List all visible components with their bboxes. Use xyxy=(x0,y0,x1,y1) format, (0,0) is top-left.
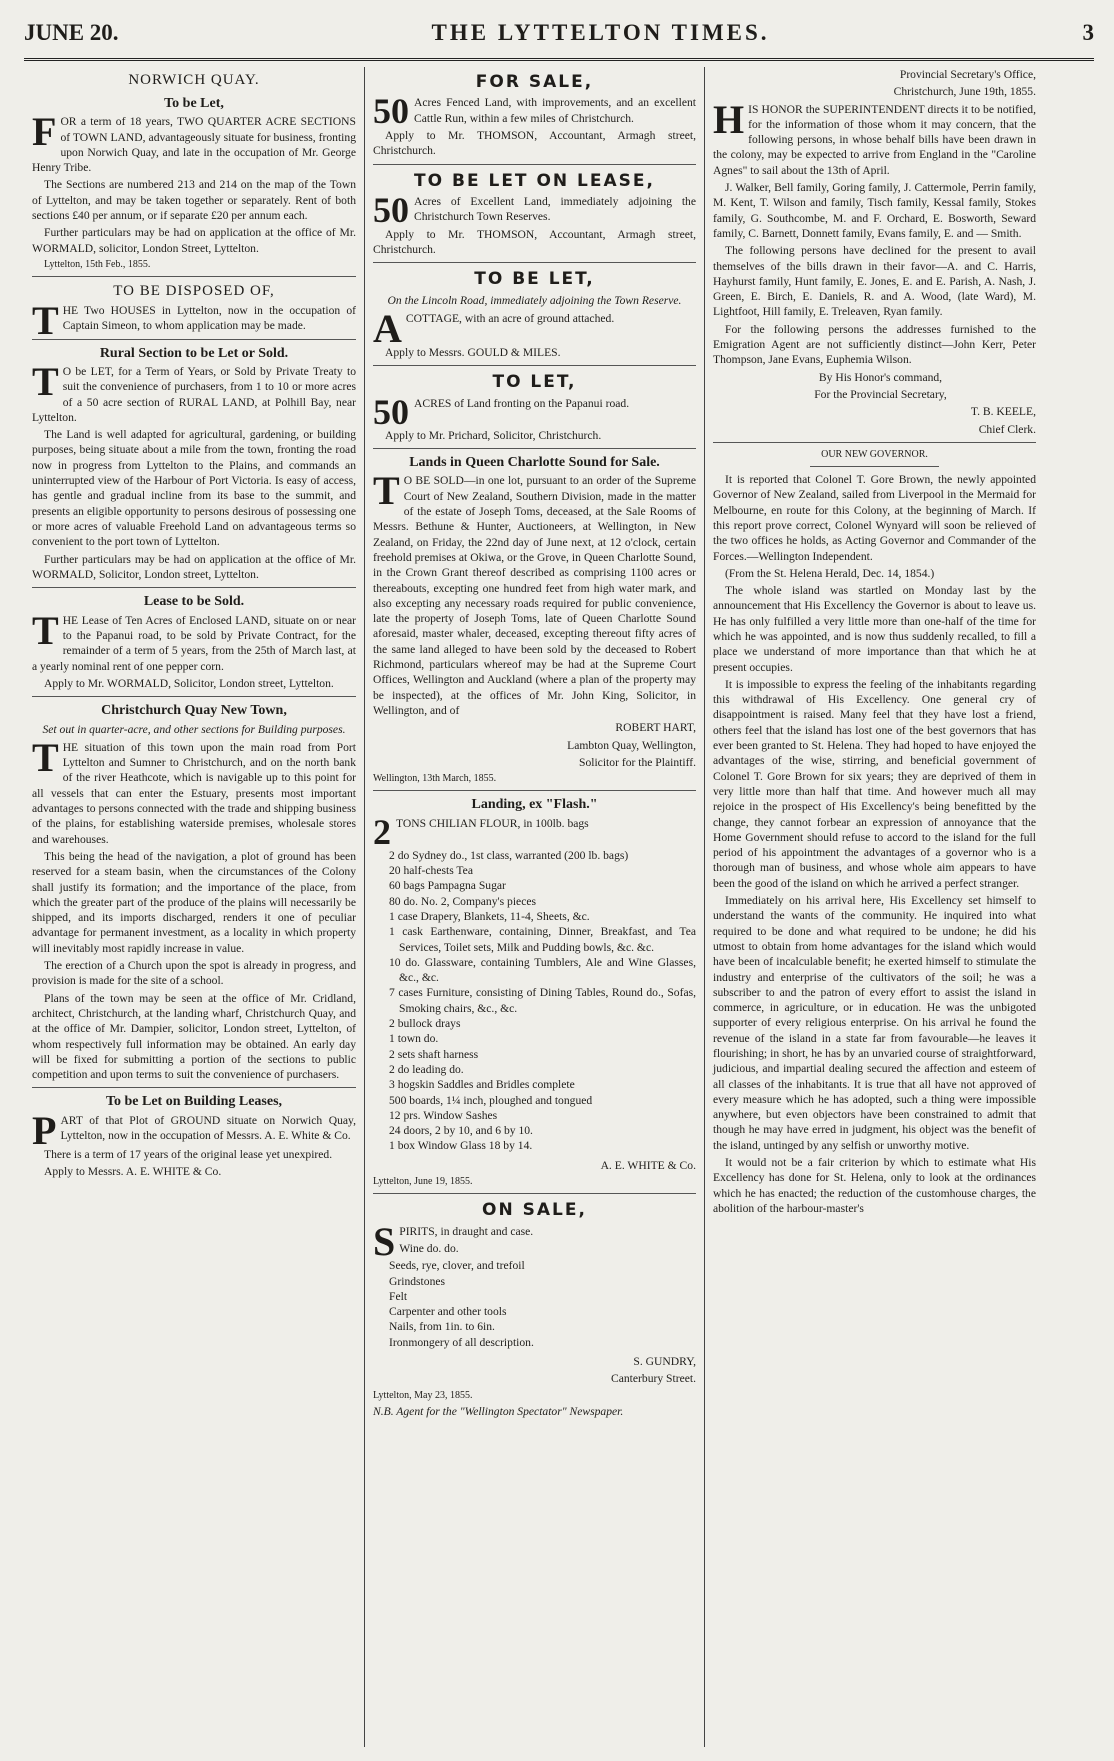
ad-heading: Christchurch Quay New Town, xyxy=(101,703,287,719)
large-number: 50 xyxy=(373,91,409,132)
article-body: The whole island was startled on Monday last by the announcement that His Excellency the Governor is about to leave us. He has only fulfilled a very little more than one-half of the time for which he was appointed, and is now thus suddenly recalled, to fill a place we understand of more importance than that which he at present occupies. xyxy=(713,584,1036,674)
drop-cap: S xyxy=(373,1218,396,1264)
article-body: It is reported that Colonel T. Gore Brown, the newly appointed Governor of New Zealand, sailed from Liverpool in the Mermaid for Melbourne, en route for this Colony, at the beginning of March. If this report prove correct, Colonel Wynyard will soon be relieved of the two offices he holds, as Acting Governor and Commander of the Forces.—Wellington Independent. xyxy=(713,473,1036,563)
signature: Solicitor for the Plaintiff. xyxy=(579,755,696,769)
signature: A. E. WHITE & Co. xyxy=(600,1158,696,1172)
column-rule xyxy=(32,696,356,697)
notice-body: J. Walker, Bell family, Goring family, J. Cattermole, Perrin family, M. Kent, T. Wilson and family, Tisch family, Kessal family, Stokes family, G. Southcombe, M. and F. Orchard, E. Bosworth, Seward family, C. Barnett, Donnett family, Evans family, E. and — Smith. xyxy=(713,181,1036,240)
ad-body: FOR a term of 18 years, TWO QUARTER ACRE SECTIONS of TOWN LAND, advantageously situate for business, fronting upon Norwich Quay, and late in the occupation of Mr. George Henry Tribe. xyxy=(32,109,356,175)
goods-list xyxy=(389,1258,696,1350)
ad-body: Wine do. do. xyxy=(399,1241,459,1255)
ad-note: N.B. Agent for the "Wellington Spectator" Newspaper. xyxy=(373,1404,624,1418)
masthead-rule xyxy=(24,58,1094,61)
ad-body: SPIRITS, in draught and case. xyxy=(373,1218,534,1264)
ad-date: Lyttelton, June 19, 1855. xyxy=(373,1176,473,1188)
ad-body: 50 ACRES of Land fronting on the Papanui road. xyxy=(373,391,630,432)
drop-cap: T xyxy=(32,297,59,343)
list-item: 24 doors, 2 by 10, and 6 by 10. xyxy=(389,1124,533,1138)
ad-heading: TO BE LET, xyxy=(474,269,595,290)
ad-heading: Lease to be Sold. xyxy=(143,594,245,610)
drop-cap: T xyxy=(32,358,59,404)
columns xyxy=(24,67,1094,1747)
ad-subheading: To be Let, xyxy=(164,95,224,111)
ad-body: T O be LET, for a Term of Years, or Sold by Private Treaty to suit the convenience of purchasers, from 1 to 10 or more acres of a 50 acre section of RURAL LAND, at Polhill Bay, near Lyttelton. xyxy=(32,358,356,424)
ad-heading: NORWICH QUAY. xyxy=(128,72,260,88)
ad-body: The Sections are numbered 213 and 214 on the map of the Town of Lyttelton, and may be taken together or separately. Rent of both sections £40 per annum, or if separate £20 per annum each. xyxy=(32,178,356,223)
column-rule xyxy=(373,262,696,263)
list-item: Ironmongery of all description. xyxy=(389,1335,534,1349)
column-rule xyxy=(32,276,356,277)
notice-body: HIS HONOR the SUPERINTENDENT directs it to be notified, for the information of those whom it may concern, that the following persons, in whose behalf bills have been drawn in the colony, may be expected to arrive from England in the "Caroline Agnes" to sail about the 13th of April. xyxy=(713,96,1036,177)
list-item: 2 do Sydney do., 1st class, warranted (200 lb. bags) xyxy=(389,848,629,862)
list-item: 2 do leading do. xyxy=(389,1062,464,1076)
ad-date: Wellington, 13th March, 1855. xyxy=(373,773,497,785)
drop-cap: F xyxy=(32,109,57,155)
ad-body: Apply to Mr. THOMSON, Accountant, Armagh street, Christchurch. xyxy=(373,129,696,158)
cargo-list xyxy=(389,848,696,1154)
list-item: 20 half-chests Tea xyxy=(389,864,473,878)
column-rule xyxy=(32,1087,356,1088)
notice-office: Provincial Secretary's Office, xyxy=(899,68,1036,81)
ad-subheading: On the Lincoln Road, immediately adjoining the Town Reserve. xyxy=(387,293,682,307)
ad-body: Plans of the town may be seen at the office of Mr. Cridland, architect, Christchurch, at the landing wharf, Christchurch Quay, and at the office of Mr. Dampier, solicitor, London street, Lyttelton, of whom respectively full information may be obtained. An early day will be fixed for submitting a portion of the sections to public competition and upon terms to suit the convenience of purchasers. xyxy=(32,991,356,1082)
ad-heading: TO LET, xyxy=(492,372,577,393)
list-item: 7 cases Furniture, consisting of Dining Tables, Round do., Sofas, Smoking chairs, &c., &c. xyxy=(389,986,696,1015)
ad-heading: To be Let on Building Leases, xyxy=(105,1094,283,1110)
list-item: Carpenter and other tools xyxy=(389,1305,507,1319)
list-item: 1 case Drapery, Blankets, 11-4, Sheets, &c. xyxy=(389,909,590,923)
list-item: Felt xyxy=(389,1289,408,1303)
column-rule xyxy=(373,1193,696,1194)
list-item: 2 bullock drays xyxy=(389,1017,461,1031)
article-body: It is impossible to express the feeling of the inhabitants regarding this withdrawal of His Excellency. One general cry of disappointment is raised. Many feel that they have lost a friend, others feel that the island has lost one of the best governors that has ever been granted to St. Helena. They had hoped to have enjoyed the advantages of the wise, stirring, and beneficial government of Colonel T. Gore Brown for six years; they are deprived of them in very little more than half that time. And however much all may rejoice in the prospect of His Excellency's being benefitted by the change, they cannot forbear an expression of annoyance that the Home Government should refuse to accord to the island for the full period of his appointment the advantages of a governor who is a thorough man of business, and whose whole aim appears to have been the good of the island on which he arrived a perfect stranger. xyxy=(713,677,1036,890)
ad-subheading: Set out in quarter-acre, and other sections for Building purposes. xyxy=(42,722,346,736)
masthead-date: JUNE 20. xyxy=(24,20,119,45)
ad-heading: TO BE LET ON LEASE, xyxy=(414,170,655,191)
ad-body: Apply to Messrs. GOULD & MILES. xyxy=(385,345,561,359)
article-body: It would not be a fair criterion by which to estimate what His Excellency has done for St. Helena, only to look at the ordinances which he has enacted; the reduction of the customhouse charges, the abolition of the harbour-master's xyxy=(713,1156,1036,1215)
column-rule xyxy=(32,339,356,340)
article-body: Immediately on his arrival here, His Excellency set himself to understand the wants of the community. He inquired into what required to be done and what required to be undone; he did his utmost to obtain from home advantages for the island which would have been of incalculable benefit; he exerted himself to stimulate the industry and enterprise of the cultivators of the soil; he was a subscriber to and the patron of every effort to assist the island in commerce, in agriculture, or in education. He was the unbigoted supporter of every religious enterprise. On his arrival he found the revenue of the island in a state far from favourable—he leaves it flourishing; in short, he has by an unvaried course of straightforward, judicious, and impartial dealing secured the affection and esteem of all classes of the inhabitants. It is true that all have not approved of every measure which he has adopted, such a thing were impossible anywhere, but even objectors have been constrained to admit that though he may have erred in judgment, his object was the benefit of the island, untinged by any selfish or unworthy motive. xyxy=(713,894,1036,1152)
drop-cap: T xyxy=(32,607,59,653)
ad-body: Apply to Mr. WORMALD, Solicitor, London street, Lyttelton. xyxy=(44,676,334,690)
ad-body: 2 TONS CHILIAN FLOUR, in 100lb. bags xyxy=(373,811,589,852)
column-rule xyxy=(373,164,696,165)
list-item: 1 cask Earthenware, containing, Dinner, Breakfast, and Tea Services, Toilet sets, Milk and Pudding bowls, &c. &c. xyxy=(389,925,696,954)
drop-cap: A xyxy=(373,305,402,351)
list-item: 2 sets shaft harness xyxy=(389,1047,479,1061)
column-3 xyxy=(704,67,1044,1747)
ad-body: This being the head of the navigation, a plot of ground has been reserved for a steam basin, when the circumstances of the Colony shall justify its formation; and the importance of the place, from which the greater part of the produce of the plains will necessarily be shipped, and its imports discharged, renders it one of peculiar advantage for permanent investment, as a locality in which property will inevitably most rapidly increase in value. xyxy=(32,849,356,955)
ad-body: THE Two HOUSES in Lyttelton, now in the occupation of Captain Simeon, to whom application may be made. xyxy=(32,297,356,343)
ad-body: The Land is well adapted for agricultural, gardening, or building purposes, being situate about a mile from the town, fronting the road now in progress from Lyttelton to the Plains, and commands an uninterrupted view of the Harbour of Port Victoria. Is easy of access, has gentle and gradual incline from its base to the summit, and presents an eligible opportunity to persons desirous of possessing one or more acres of valuable Freehold Land on advantageous terms so convenient to the port town of Lyttelton. xyxy=(32,428,356,549)
ad-heading: TO BE DISPOSED OF, xyxy=(113,283,275,300)
drop-cap: T xyxy=(32,734,59,780)
signature: By His Honor's command, xyxy=(818,370,943,384)
ad-heading: ON SALE, xyxy=(482,1200,587,1221)
drop-cap: H xyxy=(713,96,745,142)
ad-body: Further particulars may be had on application at the office of Mr. WORMALD, Solicitor, London street, Lyttelton. xyxy=(32,552,356,581)
signature: Canterbury Street. xyxy=(611,1372,696,1386)
signature: Lambton Quay, Wellington, xyxy=(567,738,696,752)
list-item: 500 boards, 1¼ inch, ploughed and tongued xyxy=(389,1093,593,1107)
ad-body: T O BE SOLD—in one lot, pursuant to an order of the Supreme Court of New Zealand, Southern Division, made in the matter of the estate of Joseph Toms, deceased, at the Sale Rooms of Messrs. Bethune & Hunter, Auctioneers, at Wellington, in New Zealand, on Friday, the 22nd day of June next, at 12 o'clock, certain freehold premises at Okiwa, or the Grove, in Queen Charlotte Sound, in the Crown Grant thereof described as comprising 1100 acres or thereabouts, excepting one hundred feet from high water mark, and also excepting any necessary roads required for public convenience, late the property of Joseph Toms, late of Queen Charlotte Sound aforesaid, master whaler, deceased, excepting thereout fifty acres of the same land alleged to have been sold by the deceased to Robert Richmond, particulars whereof may be had at the Supreme Court Offices, Wellington and Auckland (where a plan of the property may be inspected), at the offices of Mr. John King, Solicitor, in Wellington, and of xyxy=(373,468,696,717)
ad-date: Lyttelton, 15th Feb., 1855. xyxy=(44,258,151,270)
column-rule xyxy=(32,587,356,588)
page-number: 3 xyxy=(1082,20,1094,45)
ad-body: 50 Acres of Excellent Land, immediately adjoining the Christchurch Town Reserves. xyxy=(373,190,696,231)
list-item: 10 do. Glassware, containing Tumblers, Ale and Wine Glasses, &c., &c. xyxy=(389,955,696,985)
article-body: (From the St. Helena Herald, Dec. 14, 1854.) xyxy=(725,566,935,580)
list-item: 80 do. No. 2, Company's pieces xyxy=(389,894,536,908)
ad-body: THE situation of this town upon the main road from Port Lyttelton and Sumner to Christchurch, and on the north bank of the river Heathcote, which is navigable up to this point for all vessels that can enter the Estuary, presents most important advantages to persons connected with the trade and shipping business of the plains, for establishing waterside premises, wholesale stores and warehouses. xyxy=(32,734,356,846)
ad-heading: Landing, ex "Flash." xyxy=(471,797,598,813)
ad-body: Apply to Mr. THOMSON, Accountant, Armagh street, Christchurch. xyxy=(373,227,696,256)
article-heading: OUR NEW GOVERNOR. xyxy=(821,448,928,460)
list-item: 1 box Window Glass 18 by 14. xyxy=(389,1139,533,1153)
ad-body: There is a term of 17 years of the original lease yet unexpired. xyxy=(44,1147,333,1161)
column-rule xyxy=(373,790,696,791)
ad-body: Apply to Mr. Prichard, Solicitor, Christchurch. xyxy=(385,428,602,442)
ad-body: Apply to Messrs. A. E. WHITE & Co. xyxy=(44,1165,222,1179)
ad-heading: Lands in Queen Charlotte Sound for Sale. xyxy=(409,455,660,471)
signature: For the Provincial Secretary, xyxy=(814,387,947,401)
large-number: 50 xyxy=(373,391,409,432)
list-item: Nails, from 1in. to 6in. xyxy=(389,1320,495,1334)
ad-body: THE Lease of Ten Acres of Enclosed LAND, situate on or near to the Papanui road, to be sold by Private Contract, for the remainder of a term of 5 years, from the 25th of March last, at a yearly nominal rent of one pepper corn. xyxy=(32,607,356,673)
signature: Chief Clerk. xyxy=(978,422,1036,436)
column-1 xyxy=(24,67,364,1747)
signature: S. GUNDRY, xyxy=(633,1355,696,1369)
ad-date: Lyttelton, May 23, 1855. xyxy=(373,1389,473,1401)
list-item: 60 bags Pampagna Sugar xyxy=(389,879,506,893)
list-item: 1 town do. xyxy=(389,1032,439,1046)
column-rule xyxy=(373,365,696,366)
list-item: 12 prs. Window Sashes xyxy=(389,1108,498,1122)
notice-body: The following persons have declined for the present to avail themselves of the bills drawn in their favor—A. and C. Harris, Hayhurst family, Hunt family, E. Jones, E. and E. Parish, A. Nash, J. Green, E. Birch, E. Daniels, R. and A. Wood, (late Ward), M. Lightfoot, Hill family, E. Treleaven, Ryan family. xyxy=(713,244,1036,319)
signature: ROBERT HART, xyxy=(615,721,696,735)
drop-cap: P xyxy=(32,1107,57,1153)
list-item: Grindstones xyxy=(389,1274,446,1288)
ad-body: PART of that Plot of GROUND situate on Norwich Quay, Lyttelton, now in the occupation of Messrs. A. E. White & Co. xyxy=(32,1107,356,1153)
column-2 xyxy=(364,67,704,1747)
drop-cap: T xyxy=(373,468,400,514)
column-rule xyxy=(713,442,1036,443)
ad-body: 50 Acres Fenced Land, with improvements, and an excellent Cattle Run, within a few miles of Christchurch. xyxy=(373,91,696,132)
ad-body: Further particulars may be had on application at the office of Mr. WORMALD, solicitor, London Street, Lyttelton. xyxy=(32,226,356,255)
masthead-title: THE LYTTELTON TIMES. xyxy=(431,20,770,45)
masthead xyxy=(24,20,1094,54)
large-number: 50 xyxy=(373,190,409,231)
ad-heading: FOR SALE, xyxy=(475,72,594,92)
large-number: 2 xyxy=(373,811,391,852)
notice-body: For the following persons the addresses furnished to the Emigration Agent are not sufficiently distinct—John Kerr, Peter Thompson, Jane Evans, Euphemia Wilson. xyxy=(713,322,1036,367)
list-item: Seeds, rye, clover, and trefoil xyxy=(389,1259,525,1273)
column-rule xyxy=(373,448,696,449)
ad-heading: Rural Section to be Let or Sold. xyxy=(99,345,289,361)
short-rule xyxy=(810,466,939,467)
ad-body: ACOTTAGE, with an acre of ground attached. xyxy=(373,305,615,351)
list-item: 3 hogskin Saddles and Bridles complete xyxy=(389,1078,575,1092)
ad-body: The erection of a Church upon the spot is already in progress, and provision is made for the site of a school. xyxy=(32,959,356,988)
signature: T. B. KEELE, xyxy=(970,405,1036,419)
notice-date: Christchurch, June 19th, 1855. xyxy=(893,85,1036,99)
